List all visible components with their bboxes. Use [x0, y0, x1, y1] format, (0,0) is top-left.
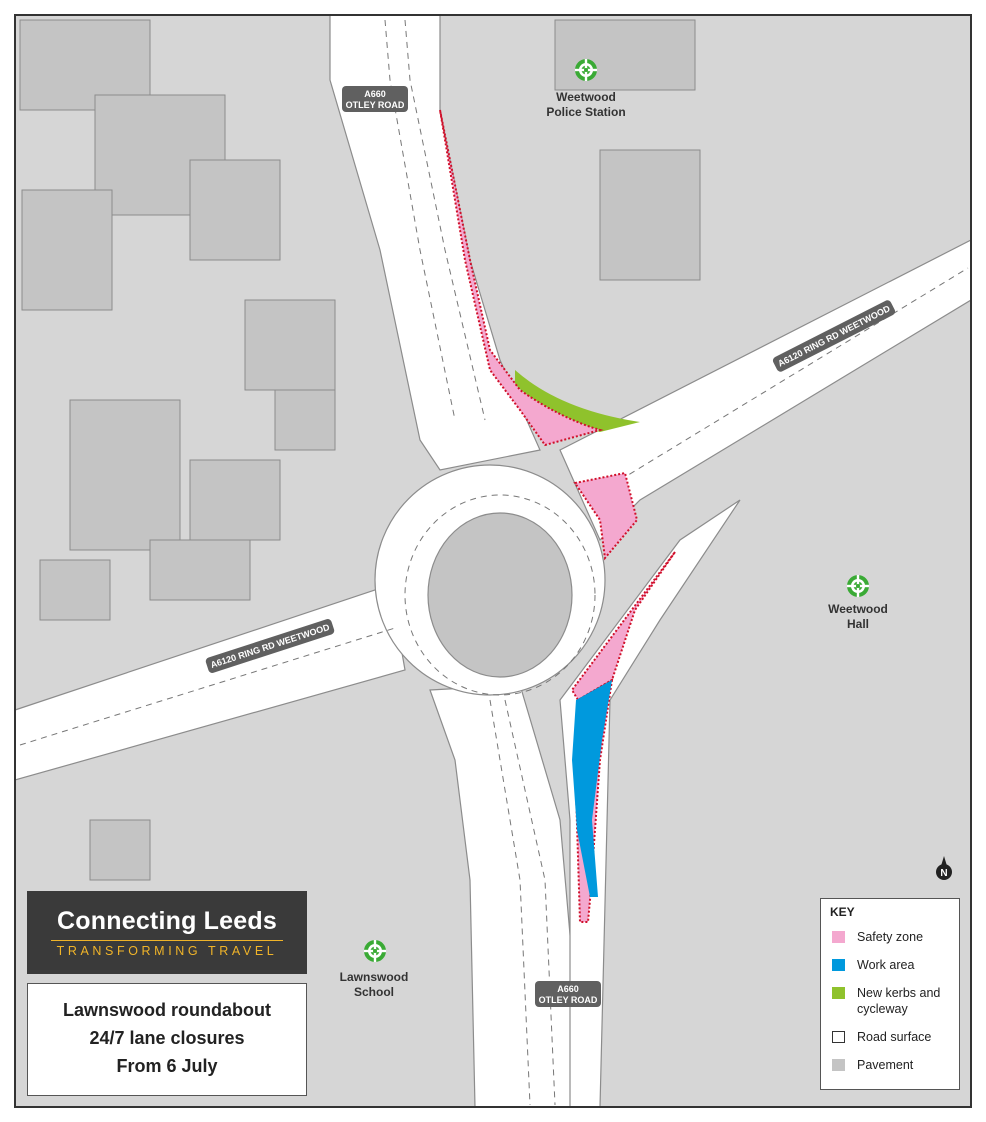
svg-text:OTLEY ROAD: OTLEY ROAD: [345, 100, 405, 110]
key-item-label: New kerbs and cycleway: [857, 986, 941, 1016]
key-swatch: [832, 1031, 845, 1043]
target-marker-icon: [575, 59, 597, 81]
key-item-new-kerbs: [830, 985, 959, 1017]
key-swatch: [832, 959, 845, 971]
svg-text:N: N: [940, 868, 948, 879]
road-label-a660-south: [535, 981, 601, 1007]
key-item-pavement: [830, 1057, 959, 1073]
svg-text:A660: A660: [364, 89, 386, 99]
road-label-a660-north: [342, 86, 408, 112]
key-title: KEY: [830, 905, 855, 919]
map-key: [820, 898, 960, 1090]
svg-text:A6120 RING RD WEETWOOD: A6120 RING RD WEETWOOD: [209, 622, 331, 670]
svg-text:Weetwood: Weetwood: [828, 602, 888, 616]
svg-text:Hall: Hall: [846, 617, 870, 631]
svg-text:Lawnswood: Lawnswood: [339, 970, 409, 984]
target-marker-icon: [847, 575, 869, 597]
roundabout-island: [428, 513, 572, 677]
notice-closures: 24/7 lane closures: [89, 1028, 245, 1048]
key-swatch: [832, 931, 845, 943]
notice-title: Lawnswood roundabout: [63, 1000, 271, 1020]
key-item-label: Road surface: [857, 1030, 932, 1044]
key-swatch: [832, 987, 845, 999]
svg-text:School: School: [353, 985, 395, 999]
key-item-road-surface: [830, 1029, 959, 1045]
svg-text:OTLEY ROAD: OTLEY ROAD: [538, 995, 598, 1005]
svg-text:A660: A660: [557, 984, 579, 994]
brand-divider: [51, 940, 283, 941]
notice-panel: [27, 983, 307, 1096]
brand-name: Connecting Leeds: [57, 907, 277, 935]
brand-tagline: TRANSFORMING TRAVEL: [56, 944, 278, 958]
key-item-safety-zone: [830, 929, 959, 945]
notice-date: From 6 July: [116, 1056, 218, 1076]
target-marker-icon: [364, 940, 386, 962]
key-item-work-area: [830, 957, 959, 973]
key-swatch: [832, 1059, 845, 1071]
svg-text:Police Station: Police Station: [546, 105, 626, 119]
brand-panel: [27, 891, 307, 974]
key-item-label: Work area: [857, 958, 915, 972]
key-item-label: Pavement: [857, 1058, 914, 1072]
svg-text:A6120 RING RD WEETWOOD: A6120 RING RD WEETWOOD: [776, 303, 892, 369]
svg-text:Weetwood: Weetwood: [556, 90, 616, 104]
key-item-label: Safety zone: [857, 930, 924, 944]
